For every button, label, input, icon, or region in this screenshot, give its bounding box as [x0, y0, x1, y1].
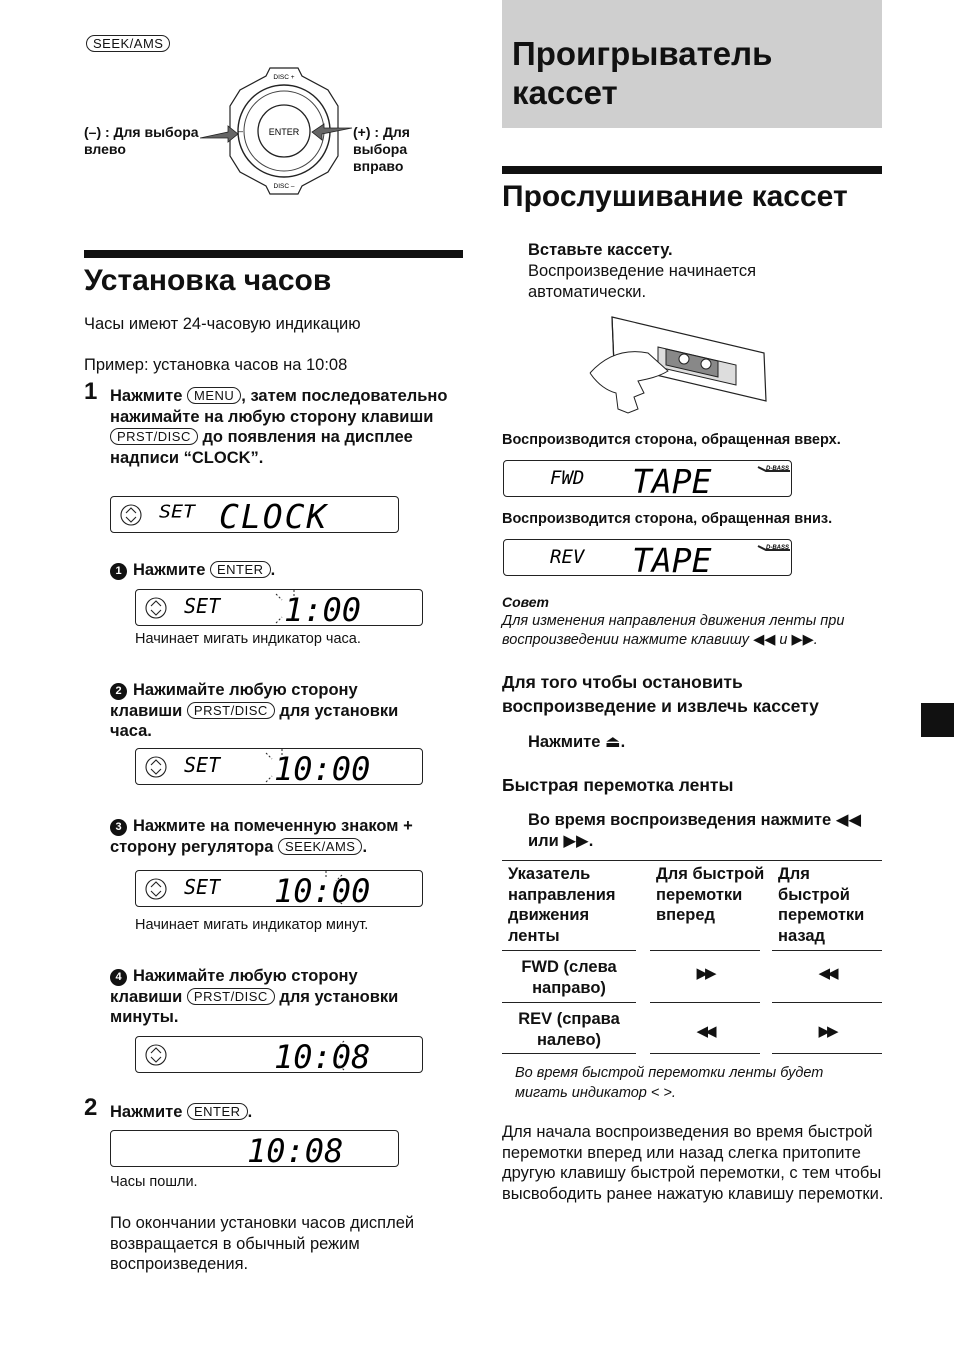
lcd-set-10-00 [135, 748, 423, 785]
lcd-10-08-art [111, 1131, 400, 1168]
lcd-set-clock [110, 496, 399, 533]
table-header-forward: Для быстрой перемотки вперед [656, 865, 765, 924]
sub-3-dot: . [362, 837, 368, 856]
seek-ams-label [86, 35, 170, 54]
enter-button-glyph: ENTER [210, 561, 271, 578]
table-row-rev-label: REV (справа налево) [518, 1010, 620, 1049]
table-rule-3b [650, 1053, 760, 1054]
table-row-fwd-rewind-icon: ◀◀ [818, 965, 836, 982]
dial-plus-caption: (+) : Для выбора вправо [353, 124, 410, 174]
sub-step-3 [110, 816, 455, 857]
sub-step-2 [110, 680, 430, 742]
prst-disc-button-glyph-3: PRST/DISC [187, 988, 275, 1005]
fast-wind-instruction: Во время воспроизведения нажмите ◀◀ или ▶▶. [528, 811, 862, 850]
table-row-rev-rewind-icon: ▶▶ [818, 1023, 836, 1040]
dial-drawing [200, 62, 360, 202]
sub-3-text-a: Нажмите на помеченную знаком + сторону регулятора [110, 817, 413, 856]
resume-paragraph: Для начала воспроизведения во время быстрой перемотки вперед или назад слегка притопите другую клавишу быстрой перемотки, с тем чтобы высвободить ранее нажатую клавишу перемотки. [502, 1123, 884, 1203]
sub-2-text-b: для установки часа. [110, 701, 399, 740]
table-rule-2a [502, 1002, 636, 1003]
seek-ams-button-glyph-2: SEEK/AMS [278, 838, 362, 855]
circled-number-3: 3 [110, 819, 127, 836]
circled-number-1: 1 [110, 563, 127, 580]
lcd1-small-text: SET [159, 501, 196, 523]
lcd-set-hour-art [136, 590, 424, 627]
table-rule-1a [502, 950, 636, 951]
side-down-caption: Воспроизводится сторона, обращенная вниз. [502, 511, 833, 527]
svg-text:DISC +: DISC + [273, 74, 295, 81]
sub-1-note: Начинает мигать индикатор часа. [135, 631, 361, 647]
step-1-number: 1 [84, 378, 98, 405]
lcd-rev-big: TAPE [632, 541, 712, 577]
dial-minus-caption: (–) : Для выбора влево [84, 124, 199, 157]
lcd4-big-text: 10:00 [274, 872, 371, 908]
fast-wind-table [502, 860, 882, 1055]
lcd-10-08-blink-art [136, 1037, 424, 1074]
lcd-set-10-00-art [136, 749, 424, 786]
step-1-text-c: до появления на дисплее надписи “CLOCK”. [110, 428, 413, 467]
stop-eject-heading: Для того чтобы остановить воспроизведение и извлечь кассету [502, 672, 819, 716]
table-rule-3a [502, 1053, 636, 1054]
clock-section-title: Установка часов [84, 264, 332, 297]
lcd-set-minute-art [136, 871, 424, 908]
clock-runs-note: Часы пошли. [110, 1174, 198, 1190]
menu-button-glyph: MENU [187, 387, 241, 404]
step-1-text-a: Нажмите [110, 387, 183, 405]
lcd-rev-small: REV [550, 546, 585, 568]
step-2-text-a: Нажмите [110, 1103, 183, 1121]
table-row-fwd-forward-icon: ▶▶ [696, 965, 714, 982]
lcd3-small-text: SET [184, 753, 221, 777]
clock-example: Пример: установка часов на 10:08 [84, 356, 348, 374]
sub-step-1 [110, 560, 275, 581]
lcd-set-minute-blink [135, 870, 423, 907]
step-1-text [110, 386, 455, 468]
section-rule-listen [502, 166, 882, 174]
table-row-fwd-label: FWD (слева направо) [521, 958, 617, 997]
lcd2-big-text: 1:00 [284, 591, 362, 627]
table-header-rewind: Для быстрой перемотки назад [778, 865, 865, 945]
fast-wind-heading: Быстрая перемотка ленты [502, 775, 734, 795]
table-rule-2b [650, 1002, 760, 1003]
sub-3-note: Начинает мигать индикатор минут. [135, 917, 369, 933]
table-row-rev-forward-icon: ◀◀ [696, 1023, 714, 1040]
clock-intro: Часы имеют 24-часовую индикацию [84, 315, 361, 333]
sub-step-4 [110, 966, 430, 1028]
lcd-set-clock-art [111, 497, 400, 534]
circled-number-4: 4 [110, 969, 127, 986]
svg-text:–: – [238, 126, 244, 136]
seek-ams-button-glyph: SEEK/AMS [86, 35, 170, 52]
table-rule-1b [650, 950, 760, 951]
lcd-rev-tape-art [504, 540, 793, 577]
lcd3-big-text: 10:00 [274, 750, 371, 786]
step-2-text [110, 1102, 252, 1123]
section-banner [502, 0, 882, 128]
lcd2-small-text: SET [184, 594, 221, 618]
step-2-dot: . [247, 1103, 253, 1121]
dial-center-text: ENTER [268, 127, 300, 137]
lcd1-big-text: CLOCK [219, 497, 329, 534]
side-up-caption: Воспроизводится сторона, обращенная вверх. [502, 432, 841, 448]
lcd-fwd-small: FWD [550, 467, 585, 489]
table-rule-1c [772, 950, 882, 951]
lcd-fwd-tape [503, 460, 792, 497]
prst-disc-button-glyph: PRST/DISC [110, 428, 198, 445]
sub-2-text-a: Нажимайте любую сторону клавиши [110, 681, 358, 720]
section-rule-clock [84, 250, 463, 258]
lcd-fwd-tape-art [504, 461, 793, 498]
sub-1-text: Нажмите [133, 561, 206, 579]
prst-disc-button-glyph-2: PRST/DISC [187, 702, 275, 719]
cassette-drawing [588, 313, 768, 421]
cassette-insert-illustration [588, 313, 768, 421]
sub-4-text-b: для установки минуты. [110, 987, 399, 1026]
lcd-rev-tape [503, 539, 792, 576]
final-paragraph: По окончании установки часов дисплей возвращается в обычный режим воспроизведения. [110, 1214, 415, 1273]
lcd-10-08 [110, 1130, 399, 1167]
table-note: Во время быстрой перемотки ленты будет мигать индикатор < >. [515, 1065, 824, 1101]
step-1-text-b: , затем последовательно нажимайте на любую сторону клавиши [110, 387, 448, 426]
sub-4-text-a: Нажимайте любую сторону клавиши [110, 967, 358, 1006]
lcd-10-08-blink [135, 1036, 423, 1073]
table-rule-3c [772, 1053, 882, 1054]
step-2-number: 2 [84, 1094, 98, 1121]
tip-title: Совет [502, 594, 550, 610]
lcd6-big-text: 10:08 [247, 1132, 344, 1168]
svg-text:DISC –: DISC – [273, 183, 295, 190]
table-top-rule [502, 860, 882, 861]
insert-description: Воспроизведение начинается автоматически. [528, 262, 757, 301]
lcd-fwd-dbass: D-BASS [766, 466, 790, 472]
lcd-set-hour-blink [135, 589, 423, 626]
sub-1-dot: . [270, 561, 276, 579]
page-tab-marker [921, 703, 954, 737]
seek-dial-illustration [200, 62, 360, 202]
lcd-fwd-big: TAPE [632, 462, 712, 498]
table-rule-2c [772, 1002, 882, 1003]
stop-eject-instruction: Нажмите ⏏. [528, 733, 626, 751]
enter-button-glyph-2: ENTER [187, 1103, 248, 1120]
circled-number-2: 2 [110, 683, 127, 700]
banner-title: Проигрыватель кассет [512, 35, 773, 111]
table-header-direction: Указатель направления движения ленты [508, 865, 616, 945]
listen-section-title: Прослушивание кассет [502, 180, 848, 213]
lcd5-big-text: 10:08 [274, 1038, 371, 1074]
insert-instruction: Вставьте кассету. [528, 241, 673, 259]
lcd4-small-text: SET [184, 875, 221, 899]
lcd-rev-dbass: D-BASS [766, 545, 790, 551]
tip-text: Для изменения направления движения ленты при воспроизведении нажмите клавишу ◀◀ и ▶▶. [502, 613, 845, 648]
